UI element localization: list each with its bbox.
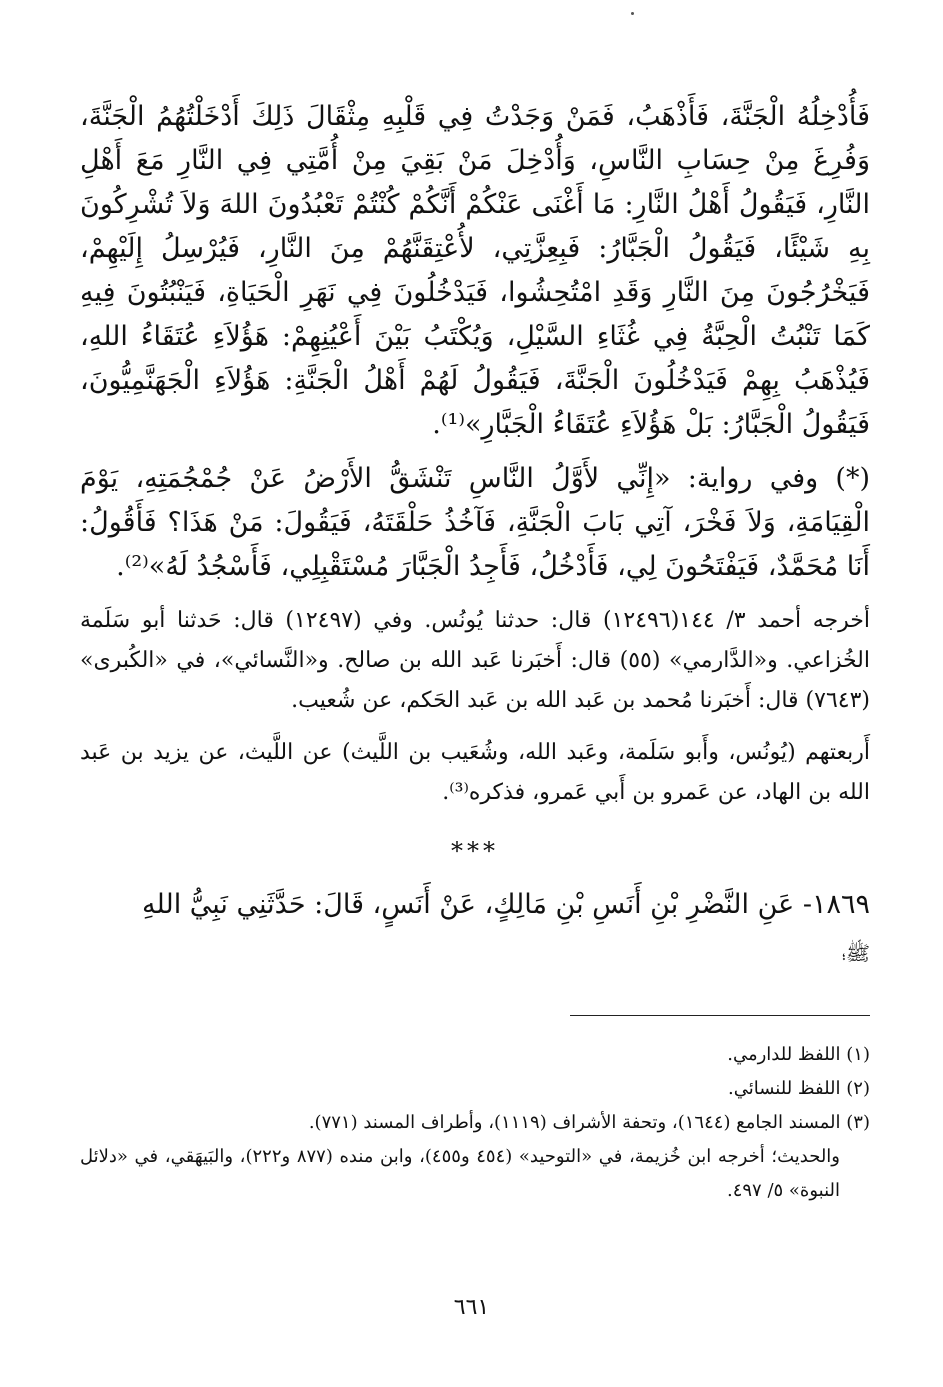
footnote-3-continuation: والحديث؛ أخرجه ابن خُزيمة، في «التوحيد» (٤٥٤ و٤٥٥)، وابن منده (٨٧٧ و٢٢٢)، والبَيهَقي، في «دلائل النبوة» ٥/ ٤٩٧. <box>80 1146 840 1201</box>
next-hadith-heading <box>80 883 870 975</box>
footnote-2: (٢) اللفظ للنسائي. <box>728 1078 870 1099</box>
takhrij-paragraph-2: أَربعتهم (يُونُس، وأَبو سَلَمة، وعَبد الله، وشُعَيب بن اللَّيث) عن اللَّيث، عن يزيد بن عَبد الله بن الهاد، عن عَمرو بن أَبي عَمرو، فذكره⁽³⁾. <box>80 740 870 805</box>
footnote-1: (١) اللفظ للدارمي. <box>727 1044 870 1065</box>
scan-dot <box>631 12 634 15</box>
footnote-divider <box>570 1015 870 1016</box>
hadith-text: فَأُدْخِلُهُ الْجَنَّةَ، فَأَذْهَبُ، فَمَنْ وَجَدْتُ فِي قَلْبِهِ مِثْقَالَ ذَلِكَ أَدْخَلْتُهُمُ الْجَنَّةَ، وَفُرِغَ مِنْ حِسَابِ النَّاسِ، وَأُدْخِلَ مَنْ بَقِيَ مِنْ أُمَّتِي فِي النَّارِ مَعَ أَهْلِ النَّارِ، فَيَقُولُ أَهْلُ النَّارِ: مَا أَغْنَى عَنْكُمْ أَنَّكُمْ كُنْتُمْ تَعْبُدُونَ اللهَ وَلاَ تُشْرِكُونَ بِهِ شَيْئًا، فَيَقُولُ الْجَبَّارُ: فَبِعِزَّتِي، لأُعْتِقَنَّهُمْ مِنَ النَّارِ، فَيُرْسِلُ إِلَيْهِمْ، فَيَخْرُجُونَ مِنَ النَّارِ وَقَدِ امْتُحِشُوا، فَيَدْخُلُونَ فِي نَهَرِ الْحَيَاةِ، فَيَنْبُتُونَ فِيهِ كَمَا تَنْبُتُ الْحِبَّةُ فِي غُثَاءِ السَّيْلِ، وَيُكْتَبُ بَيْنَ أَعْيُنِهِمْ: هَؤُلاَءِ عُتَقَاءُ اللهِ، فَيُذْهَبُ بِهِمْ فَيَدْخُلُونَ الْجَنَّةَ، فَيَقُولُ لَهُمْ أَهْلُ الْجَنَّةِ: هَؤُلاَءِ الْجَهَنَّمِيُّونَ، فَيَقُولُ الْجَبَّارُ: بَلْ هَؤُلاَءِ عُتَقَاءُ الْجَبَّارِ»⁽¹⁾. <box>80 101 871 440</box>
takhrij-paragraph-1: أخرجه أحمد ٣/ ١٤٤(١٢٤٩٦) قال: حدثنا يُونُس. وفي (١٢٤٩٧) قال: حَدثنا أبو سَلَمة الخُزاعي. و«الدَّارمي» (٥٥) قال: أَخبَرنا عَبد الله بن صالح. و«النَّسائي»، في «الكُبرى» (٧٦٤٣) قال: أَخبَرنا مُحمد بن عَبد الله بن عَبد الحَكم، عن شُعيب. <box>80 608 871 713</box>
honorific-glyph: ﷺ؛ <box>841 941 870 965</box>
section-separator: *** <box>451 837 499 865</box>
page-number: ٦٦١ <box>453 1295 490 1320</box>
page-body <box>80 95 870 1208</box>
footnote-3: (٣) المسند الجامع (١٦٤٤)، وتحفة الأشراف (١١١٩)، وأطراف المسند (٧٧١). <box>308 1112 870 1133</box>
next-hadith-text: ١٨٦٩- عَنِ النَّضْرِ بْنِ أَنَسِ بْنِ مَالِكٍ، عَنْ أَنَسٍ، قَالَ: حَدَّثَنِي نَبِيُّ اللهِ <box>142 889 870 920</box>
riwaya-text: (*) وفي رواية: «إِنِّي لأَوَّلُ النَّاسِ تَنْشَقُّ الأَرْضُ عَنْ جُمْجُمَتِهِ، يَوْمَ الْقِيَامَةِ، وَلاَ فَخْرَ، آتِي بَابَ الْجَنَّةِ، فَآخُذُ حَلْقَتَهُ، فَيَقُولَ: مَنْ هَذَا؟ فَأَقُولُ: أَنَا مُحَمَّدٌ، فَيَفْتَحُونَ لِي، فَأَدْخُلُ، فَأَجِدُ الْجَبَّارَ مُسْتَقْبِلِي، فَأَسْجُدُ لَهُ»⁽²⁾. <box>80 463 870 582</box>
